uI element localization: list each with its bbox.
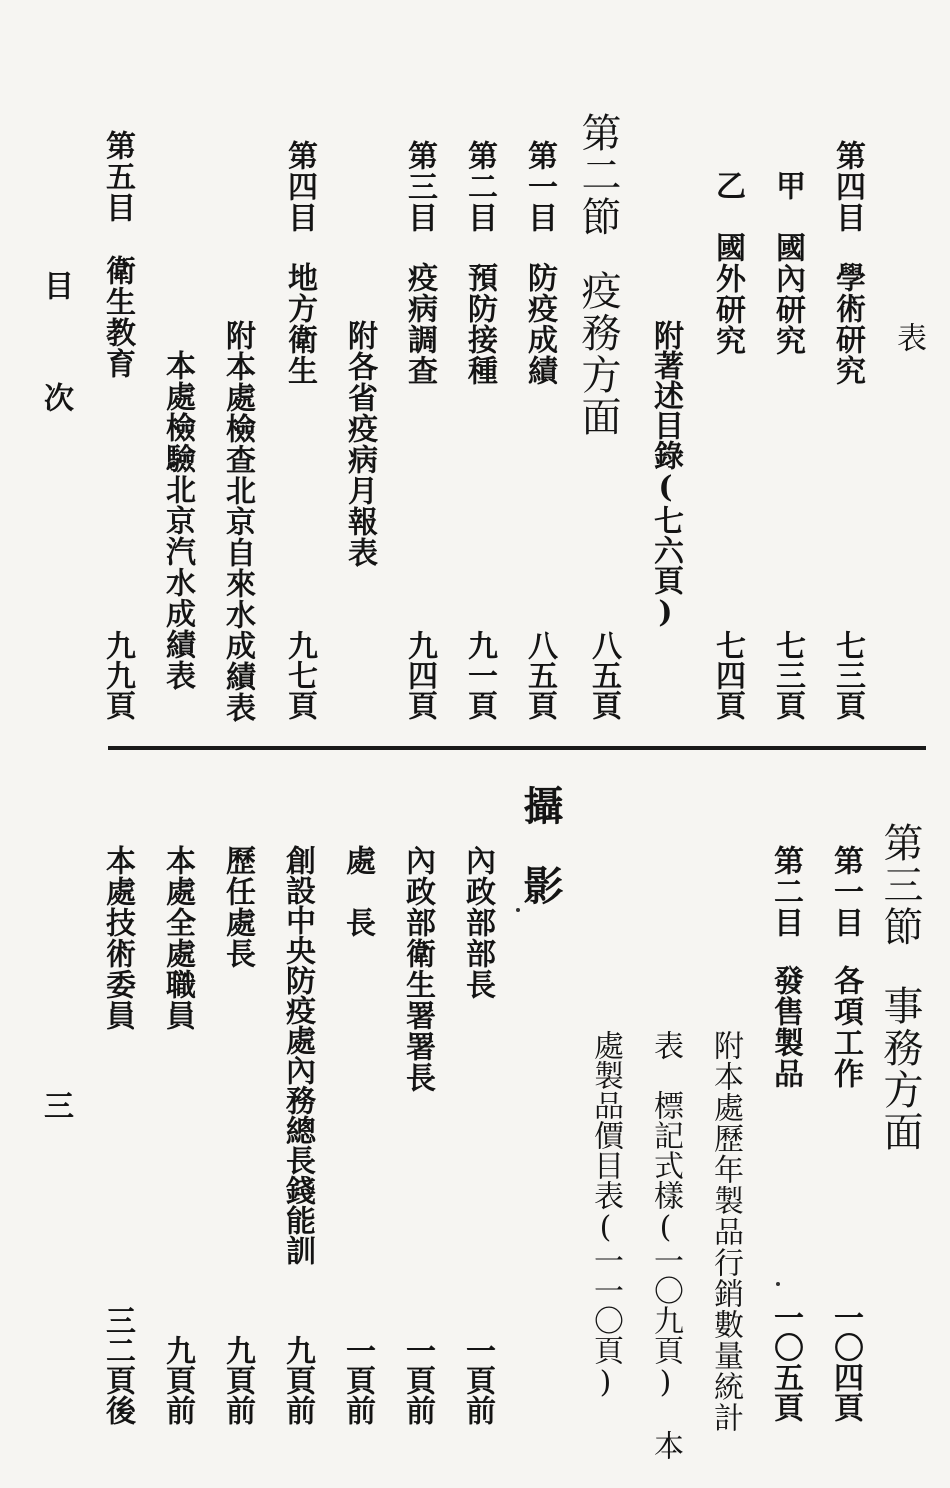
- row-label: 第四目: [830, 140, 865, 233]
- running-title: 目 次: [38, 270, 73, 438]
- row-title: 衛生教育: [100, 255, 135, 379]
- row-title: 防疫成績: [522, 262, 557, 386]
- row-title: 疫病調查: [402, 262, 437, 386]
- row-title: 國內研究: [770, 232, 805, 356]
- note-appendix: 附本處歷年製品行銷數量統計: [708, 1030, 743, 1433]
- row-title: 各項工作: [828, 965, 863, 1089]
- row-label: 甲: [770, 170, 805, 201]
- page-number: 三: [38, 1090, 73, 1121]
- photo-entry-title: 內政部部長: [460, 845, 495, 1000]
- row-title: 學術研究: [830, 262, 865, 386]
- divider-rule: [108, 746, 926, 750]
- row-page: 七三頁: [830, 630, 865, 720]
- table-word: 表: [891, 322, 926, 353]
- row-page: 七四頁: [710, 630, 745, 720]
- row-title: 地方衛生: [282, 262, 317, 386]
- note-appendix: 本處檢驗北京汽水成績表: [160, 350, 195, 691]
- note-appendix: 附本處檢查北京自來水成績表: [220, 320, 255, 723]
- row-page: 八五頁: [522, 630, 557, 720]
- row-page: 九四頁: [402, 630, 437, 720]
- row-page: 九七頁: [282, 630, 317, 720]
- section-title: 疫務方面: [575, 270, 621, 438]
- row-page: 七三頁: [770, 630, 805, 720]
- photo-entry-title: 處 長: [340, 845, 375, 938]
- row-page: 一〇五頁: [768, 1302, 803, 1422]
- photo-entry-title: 內政部衛生署署長: [400, 845, 435, 1093]
- row-label: 第二目: [462, 140, 497, 233]
- note-appendix: 附著述目錄(七六頁): [648, 320, 683, 630]
- photo-entry-page: 九頁前: [160, 1335, 195, 1425]
- row-title: 發售製品: [768, 965, 803, 1089]
- row-page: 九九頁: [100, 630, 135, 720]
- row-label: 乙: [710, 170, 745, 201]
- row-page: 八五頁: [586, 630, 621, 720]
- photo-entry-page: 一頁前: [460, 1335, 495, 1425]
- photo-entry-title: 本處全處職員: [160, 845, 195, 1031]
- row-label: 第三目: [402, 140, 437, 233]
- note-appendix: 處製品價目表(一一〇頁): [588, 1030, 623, 1400]
- row-label: 第一目: [522, 140, 557, 233]
- note-appendix: 附各省疫病月報表: [342, 320, 377, 568]
- row-label: 第四目: [282, 140, 317, 233]
- photo-entry-page: 三二頁後: [100, 1305, 135, 1425]
- row-page: 一〇四頁: [828, 1302, 863, 1422]
- print-speck: [516, 908, 520, 912]
- photo-entry-page: 一頁前: [340, 1335, 375, 1425]
- photo-entry-page: 一頁前: [400, 1335, 435, 1425]
- row-label: 第五目: [100, 130, 135, 223]
- section-heading: 第二節: [575, 112, 621, 238]
- row-label: 第一目: [828, 845, 863, 938]
- print-speck: [776, 1282, 780, 1286]
- photo-entry-page: 九頁前: [280, 1335, 315, 1425]
- section-title: 事務方面: [877, 985, 923, 1153]
- photo-entry-title: 歷任處長: [220, 845, 255, 969]
- photo-entry-title: 本處技術委員: [100, 845, 135, 1031]
- section-heading: 第三節: [877, 822, 923, 948]
- row-title: 預防接種: [462, 262, 497, 386]
- photographs-heading: 攝 影: [517, 785, 564, 905]
- photo-entry-title: 創設中央防疫處內務總長錢能訓: [280, 845, 315, 1265]
- note-appendix: 表 標記式樣(一〇九頁) 本: [648, 1030, 683, 1460]
- row-label: 第二目: [768, 845, 803, 938]
- photo-entry-page: 九頁前: [220, 1335, 255, 1425]
- row-title: 國外研究: [710, 232, 745, 356]
- row-page: 九一頁: [462, 630, 497, 720]
